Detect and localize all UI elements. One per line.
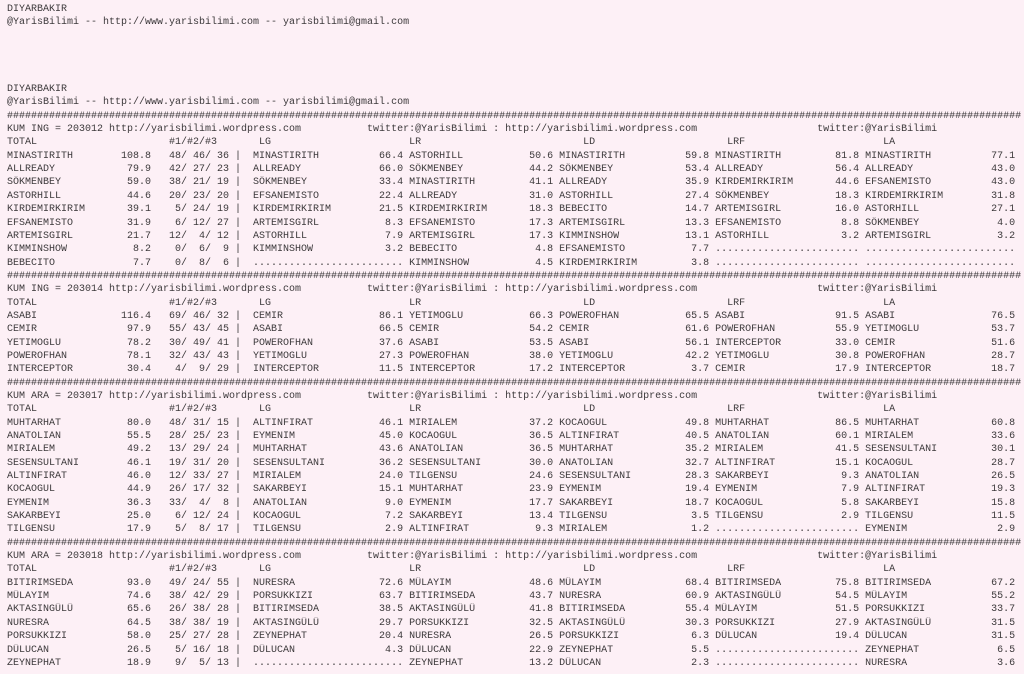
column-headers: TOTAL #1/#2/#3 LG LR LD LRF LA [7,137,896,149]
masthead-top [7,3,1024,30]
race-row: MIRIALEM 49.2 13/ 29/ 24 | MUHTARHAT 43.6 ANATOLIAN 36.5 MUHTARHAT 35.2 MIRIALEM 41.5 SESENSULTANI 30.1 [7,444,1016,456]
race-row: BEBECITO 7.7 0/ 8/ 6 | ......................... KIMMINSHOW 4.5 KIRDEMIRKIRIM 3.8 ........................ ......................... [7,257,1016,269]
race-row: AKTASINGÜLÜ 65.6 26/ 38/ 28 | BITIRIMSEDA 38.5 AKTASINGÜLÜ 41.8 BITIRIMSEDA 55.4 MÜLAYIM 51.5 PORSUKKIZI 33.7 [7,604,1016,616]
spacer-line [7,56,1024,69]
race-row: ZEYNEPHAT 18.9 9/ 5/ 13 | ......................... ZEYNEPHAT 13.2 DÜLUCAN 2.3 ........................ NURESRA 3.6 [7,657,1016,669]
race-row: SAKARBEYI 25.0 6/ 12/ 24 | KOCAOGUL 7.2 SAKARBEYI 13.4 TILGENSU 3.5 TILGENSU 2.9 TILGENSU 11.5 [7,511,1016,523]
race-row: MINASTIRITH 108.8 48/ 46/ 36 | MINASTIRITH 66.4 ASTORHILL 50.6 MINASTIRITH 59.8 MINASTIRITH 81.8 MINASTIRITH 77.1 [7,150,1016,162]
race-row: INTERCEPTOR 30.4 4/ 9/ 29 | INTERCEPTOR 11.5 INTERCEPTOR 17.2 INTERCEPTOR 3.7 CEMIR 17.9 INTERCEPTOR 18.7 [7,364,1016,376]
separator-line: ######################################################################################################################################################################### [7,377,1022,389]
masthead-repeat [7,83,1024,110]
race-row: POWEROFHAN 78.1 32/ 43/ 43 | YETIMOGLU 27.3 POWEROFHAN 38.0 YETIMOGLU 42.2 YETIMOGLU 30.8 POWEROFHAN 28.7 [7,350,1016,362]
race-row: BITIRIMSEDA 93.0 49/ 24/ 55 | NURESRA 72.6 MÜLAYIM 48.6 MÜLAYIM 68.4 BITIRIMSEDA 75.8 BITIRIMSEDA 67.2 [7,577,1016,589]
track-name: DIYARBAKIR [7,84,68,96]
race-row: MUHTARHAT 80.0 48/ 31/ 15 | ALTINFIRAT 46.1 MIRIALEM 37.2 KOCAOGUL 49.8 MUHTARHAT 86.5 MUHTARHAT 60.8 [7,417,1016,429]
race-row: ALLREADY 79.9 42/ 27/ 23 | ALLREADY 66.0 SÖKMENBEY 44.2 SÖKMENBEY 53.4 ALLREADY 56.4 ALLREADY 43.0 [7,164,1016,176]
spacer-line [7,30,1024,43]
race-row: ARTEMISGIRL 21.7 12/ 4/ 12 | ASTORHILL 7.9 ARTEMISGIRL 17.3 KIMMINSHOW 13.1 ASTORHILL 3.2 ARTEMISGIRL 3.2 [7,230,1016,242]
block-title: KUM ARA = 203017 http://yarisbilimi.wordpress.com twitter:@YarisBilimi : http://yarisbilimi.wordpress.com twitter:@YarisBilimi [7,390,938,402]
race-row: PORSUKKIZI 58.0 25/ 27/ 28 | ZEYNEPHAT 20.4 NURESRA 26.5 PORSUKKIZI 6.3 DÜLUCAN 19.4 DÜLUCAN 31.5 [7,631,1016,643]
column-headers: TOTAL #1/#2/#3 LG LR LD LRF LA [7,297,896,309]
spacer-line [7,70,1024,83]
race-row: KIMMINSHOW 8.2 0/ 6/ 9 | KIMMINSHOW 3.2 BEBECITO 4.8 EFSANEMISTO 7.7 ........................ ......................... [7,244,1016,256]
race-row: TILGENSU 17.9 5/ 8/ 17 | TILGENSU 2.9 ALTINFIRAT 9.3 MIRIALEM 1.2 ........................ EYMENIM 2.9 [7,524,1016,536]
column-headers: TOTAL #1/#2/#3 LG LR LD LRF LA [7,564,896,576]
track-name: DIYARBAKIR [7,4,68,15]
race-row: EYMENIM 36.3 33/ 4/ 8 | ANATOLIAN 9.0 EYMENIM 17.7 SAKARBEYI 18.7 KOCAOGUL 5.8 SAKARBEYI 15.8 [7,497,1016,509]
race-row: CEMIR 97.9 55/ 43/ 45 | ASABI 66.5 CEMIR 54.2 CEMIR 61.6 POWEROFHAN 55.9 YETIMOGLU 53.7 [7,324,1016,336]
race-row: NURESRA 64.5 38/ 38/ 19 | AKTASINGÜLÜ 29.7 PORSUKKIZI 32.5 AKTASINGÜLÜ 30.3 PORSUKKIZI 27.9 AKTASINGÜLÜ 31.5 [7,617,1016,629]
race-row: YETIMOGLU 78.2 30/ 49/ 41 | POWEROFHAN 37.6 ASABI 53.5 ASABI 56.1 INTERCEPTOR 33.0 CEMIR 51.6 [7,337,1016,349]
race-row: ASTORHILL 44.6 20/ 23/ 20 | EFSANEMISTO 22.4 ALLREADY 31.0 ASTORHILL 27.4 SÖKMENBEY 18.3 KIRDEMIRKIRIM 31.8 [7,190,1016,202]
race-row: MÜLAYIM 74.6 38/ 42/ 29 | PORSUKKIZI 63.7 BITIRIMSEDA 43.7 NURESRA 60.9 AKTASINGÜLÜ 54.5 MÜLAYIM 55.2 [7,591,1016,603]
report-body [7,110,1024,670]
block-title: KUM ING = 203014 http://yarisbilimi.wordpress.com twitter:@YarisBilimi : http://yarisbilimi.wordpress.com twitter:@YarisBilimi [7,284,938,296]
masthead-byline: @YarisBilimi -- http://www.yarisbilimi.com -- yarisbilimi@gmail.com [7,97,410,109]
race-row: ASABI 116.4 69/ 46/ 32 | CEMIR 86.1 YETIMOGLU 66.3 POWEROFHAN 65.5 ASABI 91.5 ASABI 76.5 [7,310,1016,322]
separator-line: ######################################################################################################################################################################### [7,537,1022,549]
column-headers: TOTAL #1/#2/#3 LG LR LD LRF LA [7,404,896,416]
race-row: KIRDEMIRKIRIM 39.1 5/ 24/ 19 | KIRDEMIRKIRIM 21.5 KIRDEMIRKIRIM 18.3 BEBECITO 14.7 ARTEMISGIRL 16.0 ASTORHILL 27.1 [7,204,1016,216]
race-row: SÖKMENBEY 59.0 38/ 21/ 19 | SÖKMENBEY 33.4 MINASTIRITH 41.1 ALLREADY 35.9 KIRDEMIRKIRIM 44.6 EFSANEMISTO 43.0 [7,177,1016,189]
race-row: KOCAOGUL 44.9 26/ 17/ 32 | SAKARBEYI 15.1 MUHTARHAT 23.9 EYMENIM 19.4 EYMENIM 7.9 ALTINFIRAT 19.3 [7,484,1016,496]
block-title: KUM ING = 203012 http://yarisbilimi.wordpress.com twitter:@YarisBilimi : http://yarisbilimi.wordpress.com twitter:@YarisBilimi [7,124,938,136]
separator-line: ######################################################################################################################################################################### [7,110,1022,122]
race-row: ANATOLIAN 55.5 28/ 25/ 23 | EYMENIM 45.0 KOCAOGUL 36.5 ALTINFIRAT 40.5 ANATOLIAN 60.1 MIRIALEM 33.6 [7,431,1016,442]
race-row: EFSANEMISTO 31.9 6/ 12/ 27 | ARTEMISGIRL 8.3 EFSANEMISTO 17.3 ARTEMISGIRL 13.3 EFSANEMISTO 8.8 SÖKMENBEY 4.0 [7,217,1016,229]
race-row: ALTINFIRAT 46.0 12/ 33/ 27 | MIRIALEM 24.0 TILGENSU 24.6 SESENSULTANI 28.3 SAKARBEYI 9.3 ANATOLIAN 26.5 [7,471,1016,483]
spacer-line [7,43,1024,56]
race-row: DÜLUCAN 26.5 5/ 16/ 18 | DÜLUCAN 4.3 DÜLUCAN 22.9 ZEYNEPHAT 5.5 ........................ ZEYNEPHAT 6.5 [7,644,1016,656]
block-title: KUM ARA = 203018 http://yarisbilimi.wordpress.com twitter:@YarisBilimi : http://yarisbilimi.wordpress.com twitter:@YarisBilimi [7,551,938,563]
race-row: SESENSULTANI 46.1 19/ 31/ 20 | SESENSULTANI 36.2 SESENSULTANI 30.0 ANATOLIAN 32.7 ALTINFIRAT 15.1 KOCAOGUL 28.7 [7,457,1016,469]
masthead-byline: @YarisBilimi -- http://www.yarisbilimi.com -- yarisbilimi@gmail.com [7,17,410,29]
separator-line: ######################################################################################################################################################################### [7,270,1022,282]
